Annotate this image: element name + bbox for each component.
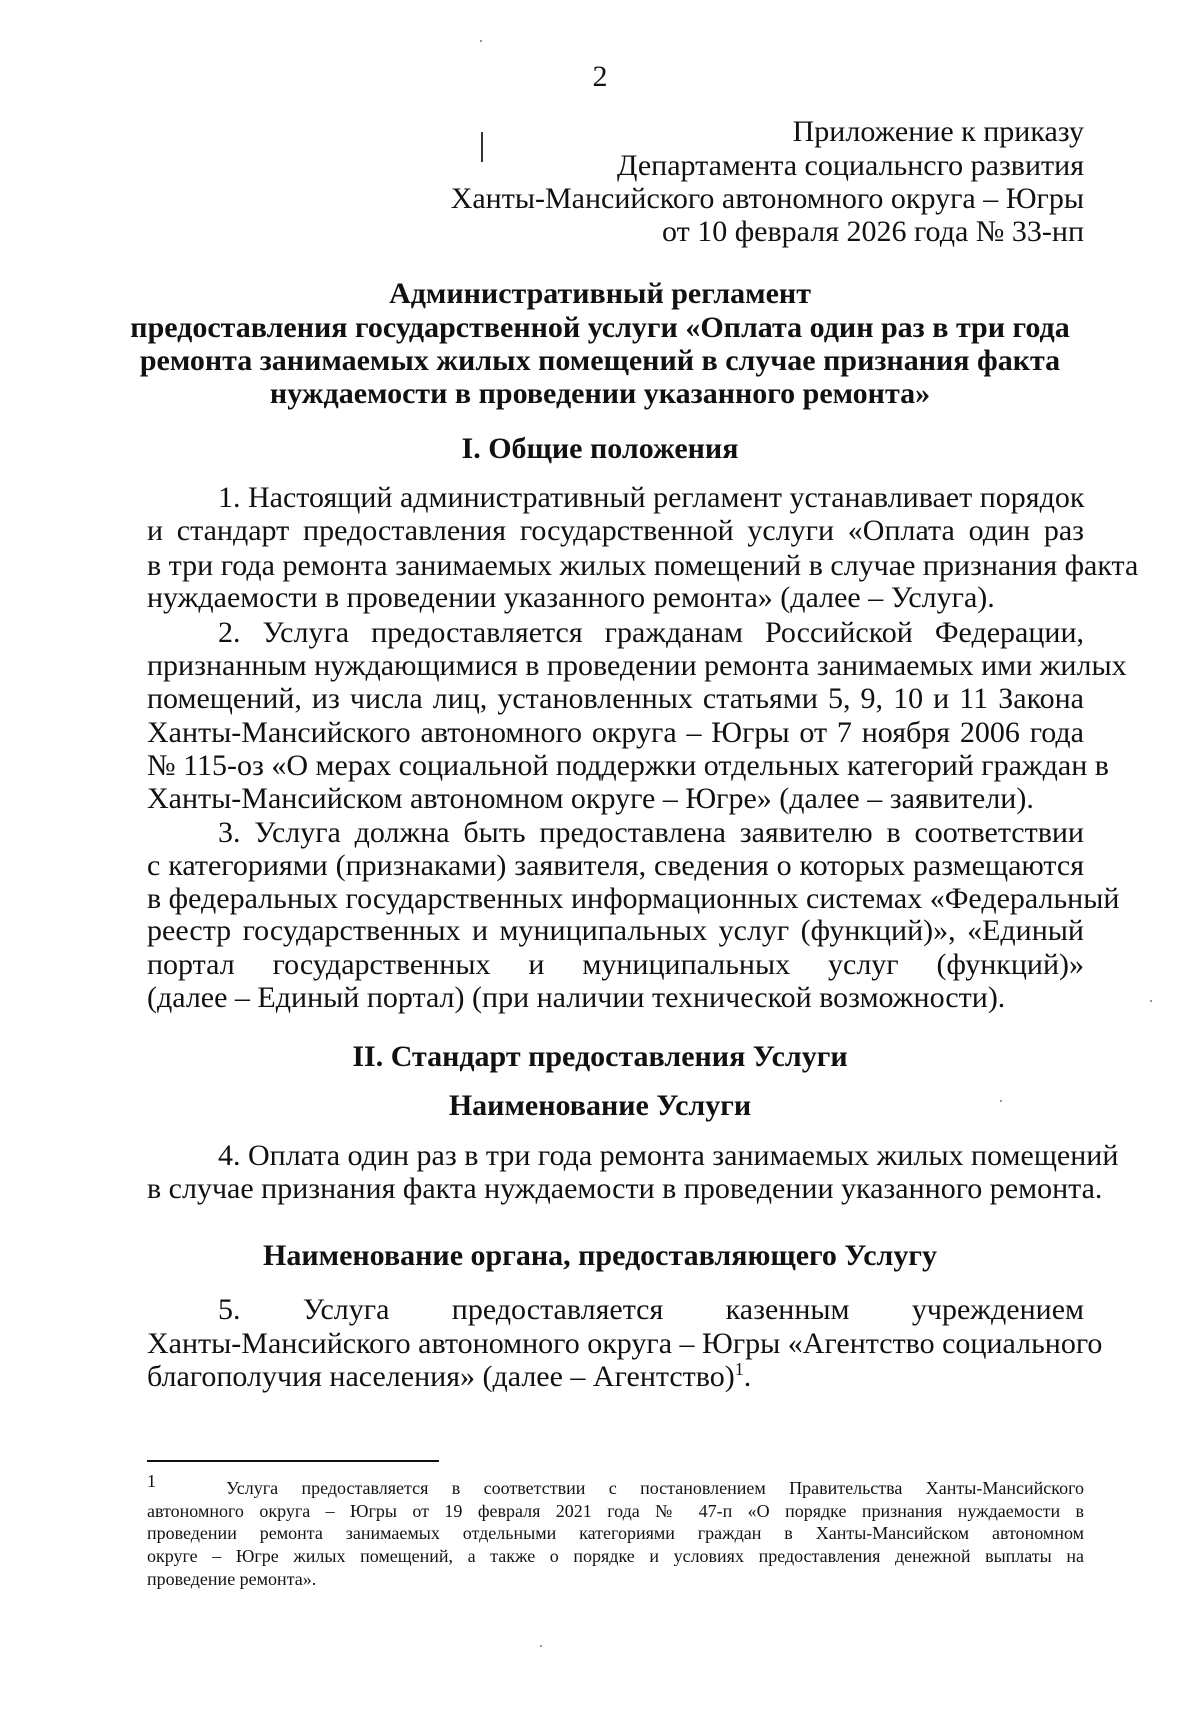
paragraph-line: в случае признания факта нуждаемости в проведении указанного ремонта.: [147, 1172, 1103, 1205]
paragraph-line: нуждаемости в проведении указанного ремонта» (далее – Услуга).: [147, 581, 995, 614]
footnote-line: проведении ремонта занимаемых отдельными категориями граждан в Ханты-Мансийском автономном: [147, 1523, 1084, 1543]
paragraph-line: 3. Услуга должна быть предоставлена заявителю в соответствии: [218, 816, 1084, 849]
paragraph-line: (далее – Единый портал) (при наличии технической возможности).: [147, 981, 1006, 1014]
section-heading: II. Стандарт предоставления Услуги: [352, 1040, 848, 1073]
paragraph-line: Ханты-Мансийском автономном округе – Югре» (далее – заявители).: [147, 782, 1034, 815]
paragraph-line: 5. Услуга предоставляется казенным учреждением: [218, 1293, 1084, 1326]
paragraph-line: помещений, из числа лиц, установленных статьями 5, 9, 10 и 11 Закона: [147, 682, 1084, 715]
footnote-line: автономного округа – Югры от 19 февраля 2021 года № 47-п «О порядке признания нуждаемости в: [147, 1501, 1084, 1521]
document-title: нуждаемости в проведении указанного ремонта»: [269, 377, 931, 410]
footnote-line: округе – Югре жилых помещений, а также о порядке и условиях предоставления денежной выплаты на: [147, 1546, 1084, 1566]
scan-speck: [540, 1645, 542, 1647]
appendix-line: Департамента социальнсго развития: [617, 149, 1084, 182]
footnote-marker: 1: [147, 1471, 156, 1491]
scan-speck: [480, 40, 482, 42]
footnote-line: [147, 1471, 1085, 1499]
appendix-line: Ханты-Мансийского автономного округа – Югры: [450, 182, 1084, 215]
paragraph-line: реестр государственных и муниципальных услуг (функций)», «Единый: [147, 914, 1084, 947]
paragraph-line: в три года ремонта занимаемых жилых помещений в случае признания факта: [147, 549, 1139, 582]
footnote-line: проведение ремонта».: [147, 1569, 317, 1589]
paragraph-line: Ханты-Мансийского автономного округа – Югры от 7 ноября 2006 года: [147, 716, 1084, 749]
paragraph-text: благополучия населения» (далее – Агентство): [147, 1360, 735, 1393]
scan-mark: [481, 132, 483, 162]
appendix-line: от 10 февраля 2026 года № 33-нп: [662, 215, 1084, 248]
document-title: Административный регламент: [389, 277, 811, 310]
appendix-line: Приложение к приказу: [792, 115, 1084, 148]
footnote-separator: [147, 1460, 439, 1462]
paragraph-line: № 115-оз «О мерах социальной поддержки отдельных категорий граждан в: [147, 749, 1109, 782]
paragraph-line: признанным нуждающимися в проведении ремонта занимаемых ими жилых: [147, 649, 1127, 682]
paragraph-line: Ханты-Мансийского автономного округа – Югры «Агентство социального: [147, 1327, 1103, 1360]
subsection-heading: Наименование органа, предоставляющего Услугу: [263, 1239, 937, 1272]
paragraph-line: с категориями (признаками) заявителя, сведения о которых размещаются: [147, 849, 1084, 882]
paragraph-line: и стандарт предоставления государственной услуги «Оплата один раз: [147, 514, 1084, 547]
section-heading: I. Общие положения: [461, 432, 739, 465]
paragraph-end: .: [743, 1360, 752, 1393]
page-number: 2: [592, 60, 608, 93]
paragraph-line: в федеральных государственных информационных системах «Федеральный: [147, 882, 1120, 915]
document-title: ремонта занимаемых жилых помещений в случае признания факта: [139, 344, 1061, 377]
subsection-heading: Наименование Услуги: [448, 1089, 752, 1122]
paragraph-line: 1. Настоящий административный регламент устанавливает порядок: [218, 481, 1085, 514]
footnote-text: Услуга предоставляется в соответствии с постановлением Правительства Ханты-Мансийского: [226, 1478, 1085, 1498]
footnote-reference[interactable]: 1: [734, 1359, 744, 1379]
scan-speck: [1150, 1000, 1152, 1002]
paragraph-line: 4. Оплата один раз в три года ремонта занимаемых жилых помещений: [218, 1139, 1119, 1172]
paragraph-line: [147, 1360, 751, 1394]
paragraph-line: портал государственных и муниципальных услуг (функций)»: [147, 948, 1084, 981]
paragraph-line: 2. Услуга предоставляется гражданам Российской Федерации,: [218, 616, 1084, 649]
document-title: предоставления государственной услуги «Оплата один раз в три года: [130, 311, 1070, 344]
